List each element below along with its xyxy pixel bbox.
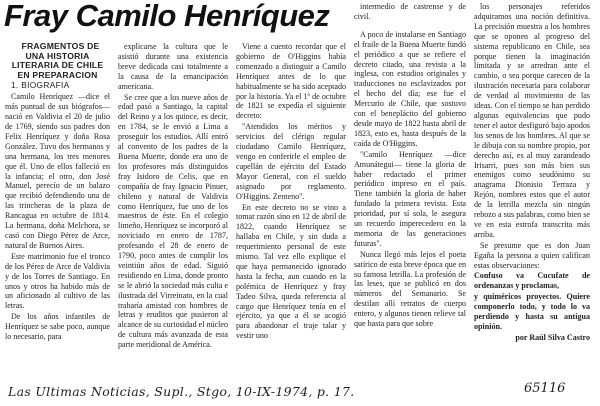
article-subtitle: FRAGMENTOS DE UNA HISTORIA LITERARIA DE CHILE EN PREPARACION xyxy=(11,42,104,80)
column-5 xyxy=(474,2,590,380)
section-heading: 1. BIOGRAFIA xyxy=(11,80,70,91)
paragraph: Este matrimonio fue el tronco de los Pérez de Arce de Valdivia y de los Torres de Santiago. En unos y otros ha habido más de un aficionado al cultivo de las letras. xyxy=(5,251,110,311)
paragraph: explicarse la cultura que le asistió durante una existencia breve dedicada casi totalmente a la causa de la emancipación americana. xyxy=(118,42,228,91)
handwritten-page-code: 65116 xyxy=(524,381,566,396)
paragraph: A poco de instalarse en Santiago el fraile de la Buena Muerte fundó el periódico a que se refiere el decreto citado, una revista a la inglesa, con estudios originales y traducciones no esclavizados por el hecho del día; ese fue el Mercurio de Chile, que sostuvo con el beneplácito del gobierno desde mayo de 1822 hasta abril de 1823, esto es, hasta después de la caída de O'Higgins. xyxy=(354,29,466,148)
column-3 xyxy=(236,42,346,380)
paragraph: Nunca llegó más lejos el poeta satírico de esta breve época que en su famosa letrilla. La profesión de las leses, que se publicó en dos números del Semanario. Se destilan allí retratos de cuerpo entero, y algunos tienen relieve tal que basta para que sobre xyxy=(354,249,466,329)
handwritten-source-note: Las Ultimas Noticias, Supl., Stgo, 10-IX-1974, p. 17. xyxy=(8,384,355,399)
author-byline: por Raúl Silva Castro xyxy=(515,332,590,342)
paragraph: intermedio de castrense y de civil. xyxy=(354,2,466,21)
article-title: Fray Camilo Henríquez xyxy=(4,0,330,33)
paragraph: Se cree que a los nueve años de edad pasó a Santiago, la capital del Reino y a los quince, es decir, en 1784, se le envió a Lima a proseguir los estudios. Allí entró al convento de los padres de la Buena Muerte, donde era uno de los profesores más distinguidos fray Isidoro de Celis, que en compañía de fray Ignacio Pinuer, chileno y natural de Valdivia como Henríquez, fue uno de los maestros de éste. En el colegio limeño, Henríquez se incorporó al noviciado en enero de 1787, profesando el 28 de enero de 1790, poco antes de cumplir los veintiún años de edad. Siguió residiendo en Lima, donde pronto se le abrió la sociedad más culta e ilustrada del Virreinato, en la cual trabaría amistad con hombres de letras y eruditos que pusieron al alcance de su curiosidad el núcleo de cultura más avanzada de esta parte meridional de América. xyxy=(118,92,228,350)
verse: y quiméricos proyectos. Quiere componerlo todo, y todo lo va perdiendo y hasta su antigua opinión. xyxy=(474,292,590,331)
paragraph: "Atendidos los méritos y servicios del clérigo regular ciudadano Camilo Henríquez, vengo en conferirle el empleo de capellán de ejército del Estado Mayor General, con el sueldo asignado por reglamento. O'Higgins. Zenteno". xyxy=(236,122,346,201)
paragraph: Viene a cuento recordar que el gobierno de O'Higgins había comenzado a distinguir a Camilo Henríquez antes de lo que habitualmente se ha sido aceptado por la historia. Ya el 1º de octubre de 1821 se expedía el siguiente decreto: xyxy=(236,42,346,121)
column-2 xyxy=(118,42,228,380)
verse: Confuso va Cucufate de ordenanzas y proclamas, xyxy=(474,271,590,291)
paragraph: Se presume que es don Juan Egaña la persona a quien califican estas observaciones: xyxy=(474,240,590,270)
paragraph: De los años infantiles de Henríquez se sabe poco, aunque lo necesario, para xyxy=(5,312,110,342)
paragraph: "Camilo Henríquez —dice Amunátegui— tiene la gloria de haber redactado el primer periódico impreso en el país. Tiene también la gloria de haber fundado la primera revista. Esta prioridad, por sí sola, le asegura un recuerdo imperecedero en la memoria de las generaciones futuras". xyxy=(354,149,466,248)
paragraph: Camilo Henríquez —dice el más puntual de sus biógrafos— nació en Valdivia el 20 de julio de 1769, siendo sus padres don Felix Henríquez y doña Rosa González. Tuvo dos hermanos y una hermana, los tres menores que él. Uno de ellos falleció en la infancia; el otro, don José Manuel, perecío de un balazo que recibió defendiendo una de las trincheras de la plaza de Rancagua en octubre de 1814. La hermana, doña Melchora, se casó con Diego Pérez de Arce, natural de Buenos Aires. xyxy=(5,92,110,250)
paragraph: En este decreto no se vino a tomar razón sino en 12 de abril de 1822, cuando Henríquez se hallaba en Chile, y sin duda a requerimiento personal de este mismo. Tal vez ello explique el que haya permanecido ignorado hasta la fecha, aun cuando en la polémica de Henríquez y fray Tadeo Silva, queda referencia al cargo que Henríquez tenía en el ejército, ya que a él se acogió para abandonar el traje talar y vestir uno xyxy=(236,202,346,341)
paragraph: los personajes referidos adquiramos una noción definitiva. La precisión muestra a los hombres que se oponen al progreso del sistema republicano en Chile, sea porque tienen la imaginación limitada y se arredran ante el cambio, o sea porque carecen de la ilustración necesaria para colaborar de verdad al movimiento de las ideas. Con el tiempo se han perdido algunas equivalencias que pudo tener el autor desfiguró bajo apodos los senos de los hombres. Al que se le dibuja con su nombre propio, por derecho así, es al muy zarandeado Irisarri, pues son más bien sus enemigos como seudónimo su anagrama Dionisio Terraza y Rejón, nombres estos que el autor de la letrilla mezcla sin ningún rebozo a sus palabras, como bien se ve en esta estrofa transcrita más arriba. xyxy=(474,2,590,239)
column-1 xyxy=(5,42,110,380)
column-4 xyxy=(354,2,466,380)
